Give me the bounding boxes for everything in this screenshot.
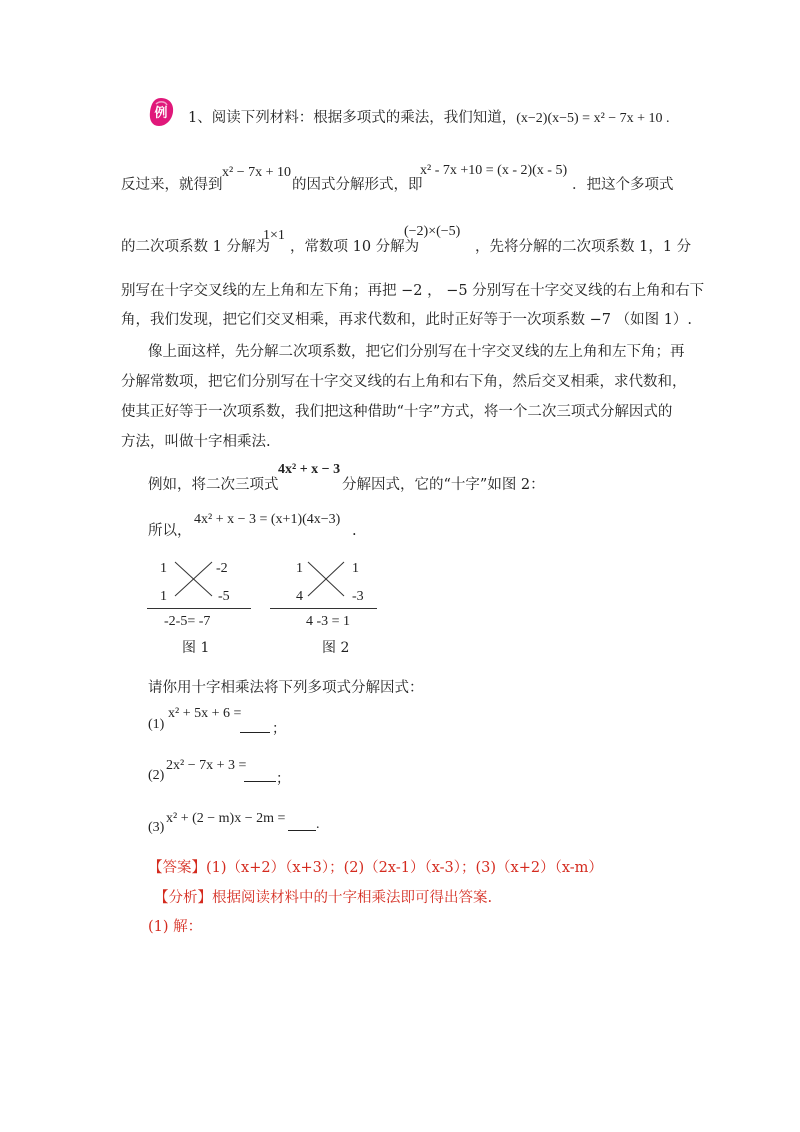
formula-expansion: (x−2)(x−5) = x² − 7x + 10 . xyxy=(516,111,670,126)
formula-4x2: 4x² + x − 3 xyxy=(278,462,341,477)
formula-4x2-factored: 4x² + x − 3 = (x+1)(4x−3) xyxy=(194,512,341,527)
formula-one-times-one: 1×1 xyxy=(263,228,285,243)
example-badge-icon xyxy=(147,96,175,128)
q3-answer-blank[interactable] xyxy=(288,816,316,831)
answer-label: 【答案】 xyxy=(148,860,206,876)
p1-line3-start: 的二次项系数 1 分解为 xyxy=(121,239,270,255)
fig1-bottom-right: -5 xyxy=(218,589,230,604)
p3-line2-start: 所以， xyxy=(148,523,192,539)
answer-text: (1)（x+2）（x+3）；(2)（2x-1）（x-3）；(3)（x+2）（x-m） xyxy=(206,860,603,876)
p3-line1-start: 例如，将二次三项式 xyxy=(148,477,279,493)
fig2-bottom-right: -3 xyxy=(352,589,364,604)
p3-line1-end: 分解因式，它的“十字”如图 2： xyxy=(342,477,545,493)
p2-line4: 方法，叫做十字相乘法. xyxy=(121,434,271,450)
fig1-cross-icon xyxy=(140,556,250,608)
fig1-result: -2-5= -7 xyxy=(164,614,211,629)
p1-line3-end: ，先将分解的二次项系数 1，1 分 xyxy=(475,239,692,255)
formula-neg2-neg5: (−2)×(−5) xyxy=(404,224,461,239)
fig1-caption: 图 1 xyxy=(182,640,210,656)
q2-end: ； xyxy=(276,772,290,787)
p3-line2-end: . xyxy=(352,523,357,539)
fig1-top-left: 1 xyxy=(160,561,167,576)
fig1-top-right: -2 xyxy=(216,561,228,576)
fig2-result: 4 -3 = 1 xyxy=(306,614,351,629)
analysis-text: 根据阅读材料中的十字相乘法即可得出答案. xyxy=(212,890,493,906)
fig2-divider xyxy=(270,608,377,609)
solution-line: (1) 解： xyxy=(148,919,203,935)
p1-line2-mid: 的因式分解形式，即 xyxy=(292,177,423,193)
p1-line4: 别写在十字交叉线的左上角和左下角；再把 −2 ， −5 分别写在十字交叉线的右上角和右下 xyxy=(121,283,705,299)
fig2-top-left: 1 xyxy=(296,561,303,576)
p1-line2-end: ．把这个多项式 xyxy=(572,177,674,193)
q3-number: (3) xyxy=(148,820,165,835)
analysis-line xyxy=(154,888,492,908)
q1-expression: x² + 5x + 6 = xyxy=(168,706,242,721)
fig1-bottom-left: 1 xyxy=(160,589,167,604)
answer-line xyxy=(148,858,603,878)
fig2-top-right: 1 xyxy=(352,561,359,576)
analysis-label: 【分析】 xyxy=(154,890,212,906)
q2-answer-blank[interactable] xyxy=(244,767,276,782)
p2-line1: 像上面这样，先分解二次项系数，把它们分别写在十字交叉线的左上角和左下角；再 xyxy=(148,344,685,360)
badge-label: 例 xyxy=(154,106,168,121)
formula-trinomial: x² − 7x + 10 xyxy=(222,165,291,180)
fig2-bottom-left: 4 xyxy=(296,589,303,604)
q1-end: ； xyxy=(272,722,286,737)
p1-line2-start: 反过来，就得到 xyxy=(121,177,223,193)
p2-line3: 使其正好等于一次项系数，我们把这种借助“十字”方式，将一个二次三项式分解因式的 xyxy=(121,404,673,420)
formula-factored: x² - 7x +10 = (x - 2)(x - 5) xyxy=(420,163,568,178)
fig2-caption: 图 2 xyxy=(322,640,350,656)
p1-line3-mid: ，常数项 10 分解为 xyxy=(290,239,420,255)
q1-number: (1) xyxy=(148,717,165,732)
q1-answer-blank[interactable] xyxy=(240,718,270,733)
p1-line1: 1、阅读下列材料：根据多项式的乘法，我们知道，(x−2)(x−5) = x² − 7x + 10 . xyxy=(188,110,670,126)
p2-line2: 分解常数项，把它们分别写在十字交叉线的右上角和右下角，然后交叉相乘，求代数和， xyxy=(121,374,687,390)
p1-line5: 角，我们发现，把它们交叉相乘，再求代数和，此时正好等于一次项系数 −7 （如图 1）. xyxy=(121,312,693,328)
q3-expression: x² + (2 − m)x − 2m = xyxy=(166,811,286,826)
q2-expression: 2x² − 7x + 3 = xyxy=(166,758,247,773)
fig1-divider xyxy=(147,608,251,609)
exercise-intro: 请你用十字相乘法将下列多项式分解因式： xyxy=(148,680,424,696)
q2-number: (2) xyxy=(148,768,165,783)
q3-end: . xyxy=(316,817,320,832)
